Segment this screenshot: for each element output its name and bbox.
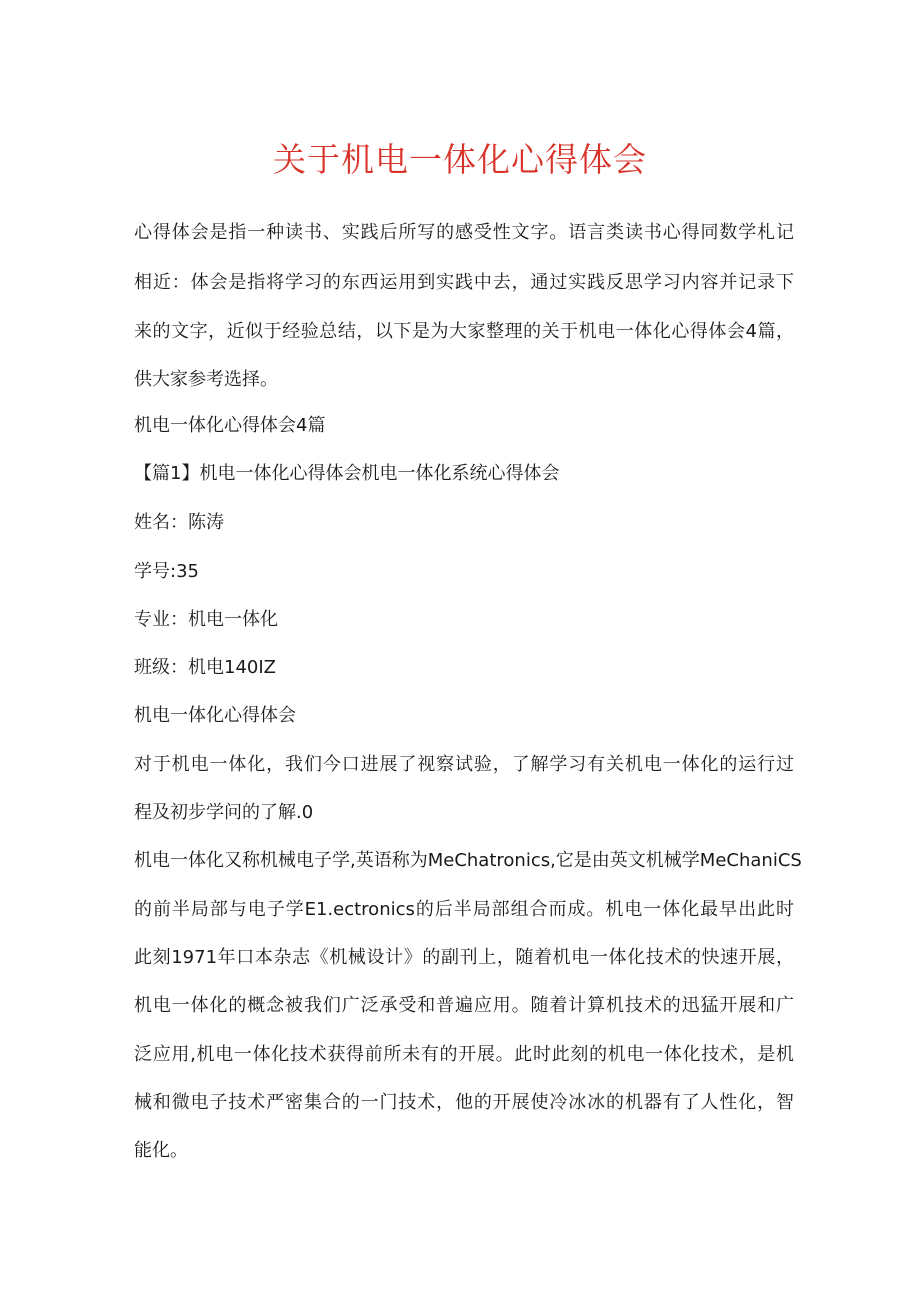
para1-line-2: 程及初步学问的了解.0 (134, 802, 314, 823)
para2-line-4: 机电一体化的概念被我们广泛承受和普遍应用。随着计算机技术的迅猛开展和广 (134, 995, 794, 1016)
major-line: 专业：机电一体化 (134, 609, 278, 630)
student-id-line: 学号:35 (134, 561, 199, 582)
class-line: 班级：机电140IZ (134, 657, 276, 678)
para2-line-7: 能化。 (134, 1140, 188, 1161)
sub-heading: 机电一体化心得体会 (134, 705, 296, 726)
section-heading: 机电一体化心得体会4篇 (134, 415, 326, 436)
document-title: 关于机电一体化心得体会 (273, 140, 647, 179)
article-heading: 【篇1】机电一体化心得体会机电一体化系统心得体会 (134, 463, 560, 484)
para2-line-1: 机电一体化又称机械电子学,英语称为MeChatronics,它是由英文机械学MeChaniCS (134, 850, 802, 871)
para2-line-5: 泛应用,机电一体化技术获得前所未有的开展。此时此刻的机电一体化技术，是机 (134, 1044, 794, 1065)
para2-line-6: 械和微电子技术严密集合的一门技术，他的开展使冷冰冰的机器有了人性化，智 (134, 1092, 794, 1113)
intro-line-3: 来的文字，近似于经验总结，以下是为大家整理的关于机电一体化心得体会4篇， (134, 321, 794, 342)
para1-line-1: 对于机电一体化，我们今口进展了视察试验，了解学习有关机电一体化的运行过 (134, 754, 794, 775)
para2-line-2: 的前半局部与电子学E1.ectronics的后半局部组合而成。机电一体化最早出此时 (134, 899, 794, 920)
para2-line-3: 此刻1971年口本杂志《机械设计》的副刊上，随着机电一体化技术的快速开展， (134, 947, 794, 968)
intro-line-4: 供大家参考选择。 (134, 369, 278, 390)
name-line: 姓名：陈涛 (134, 512, 224, 533)
intro-line-2: 相近：体会是指将学习的东西运用到实践中去，通过实践反思学习内容并记录下 (134, 272, 794, 293)
intro-line-1: 心得体会是指一种读书、实践后所写的感受性文字。语言类读书心得同数学札记 (134, 222, 794, 243)
